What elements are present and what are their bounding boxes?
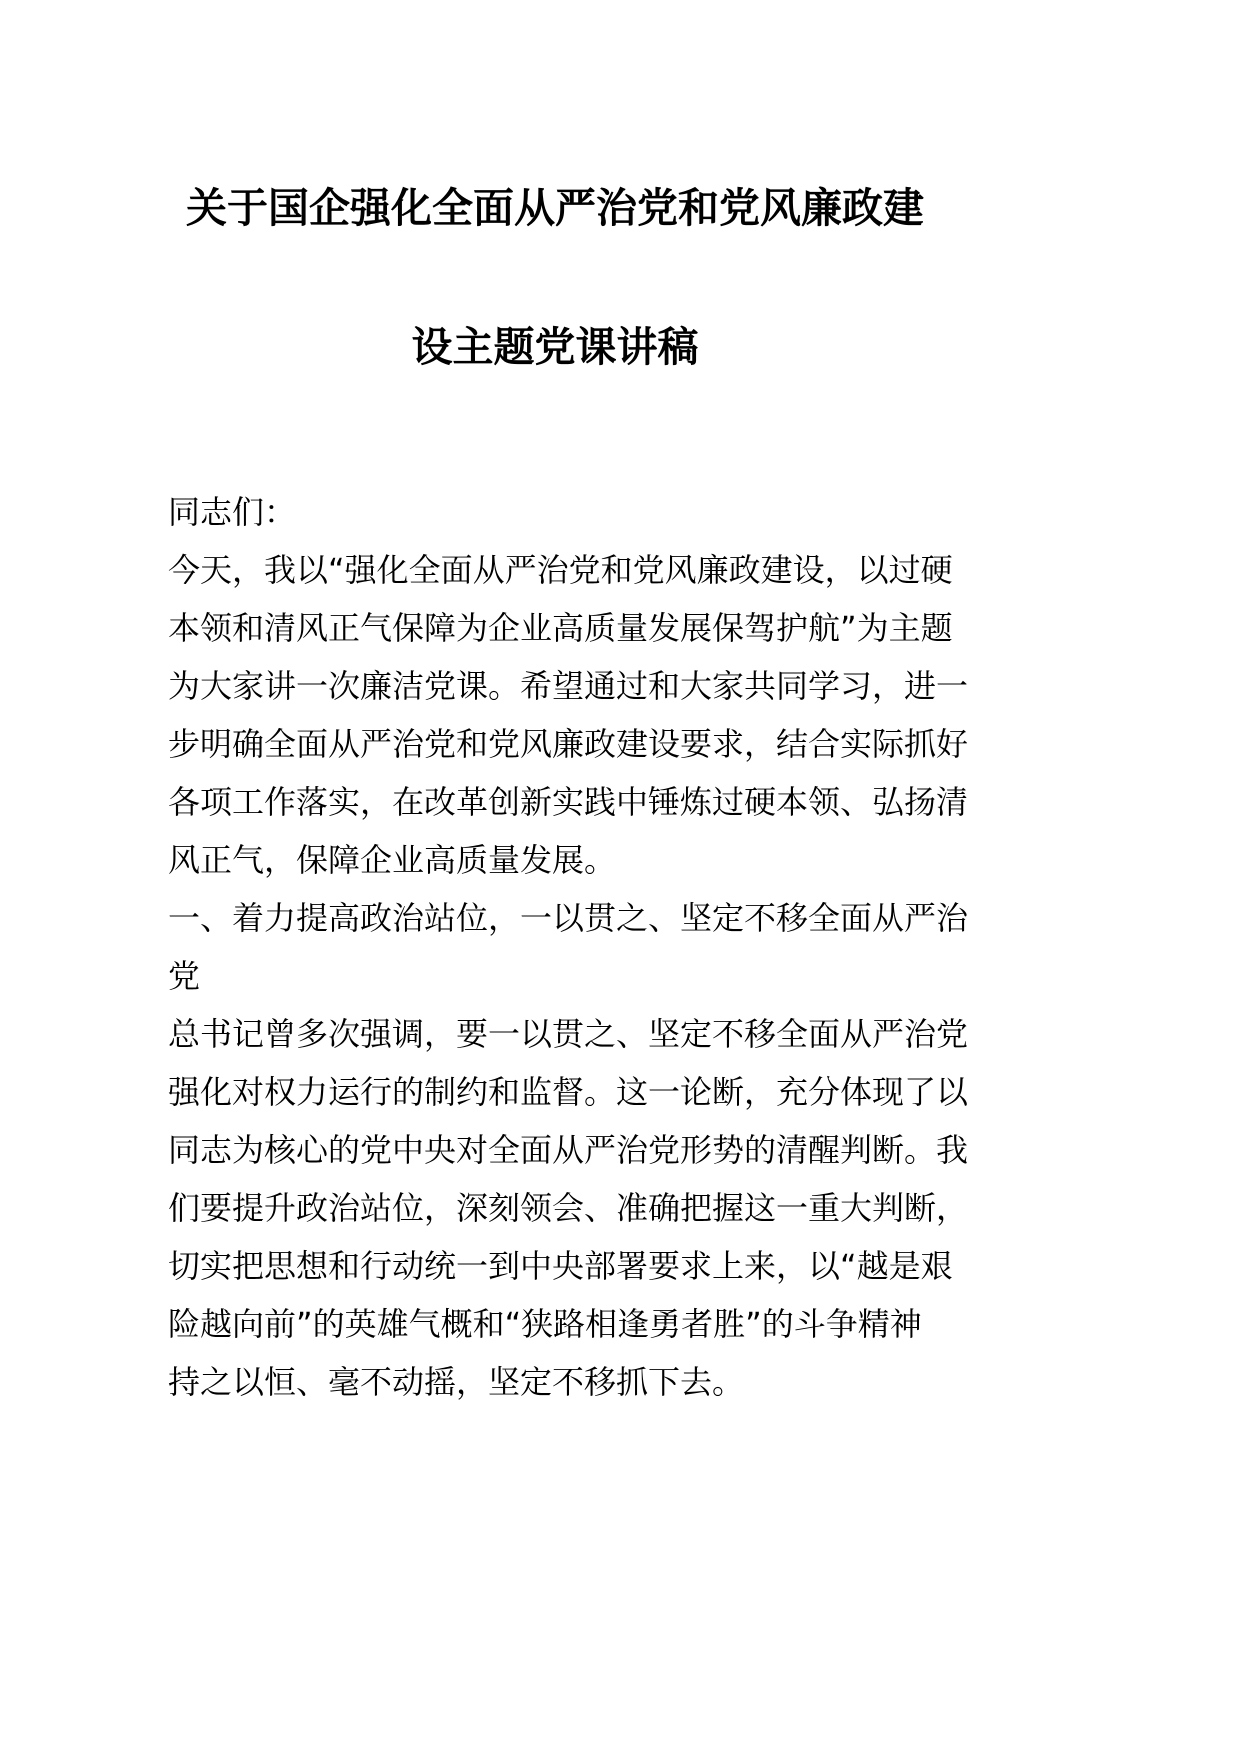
- body-line: 为大家讲一次廉洁党课。希望通过和大家共同学习，进一: [168, 667, 969, 705]
- document-title-line-1: 关于国企强化全面从严治党和党风廉政建: [186, 184, 924, 232]
- body-line: 各项工作落实，在改革创新实践中锤炼过硬本领、弘扬清: [168, 783, 969, 821]
- body-line: 今天，我以“强化全面从严治党和党风廉政建设，以过硬: [168, 551, 953, 589]
- salutation: 同志们：: [168, 493, 297, 531]
- document-title-line-2: 设主题党课讲稿: [411, 323, 699, 371]
- body-line: 持之以恒、毫不动摇，坚定不移抓下去。: [168, 1363, 745, 1401]
- section-heading-line: 一、着力提高政治站位，一以贯之、坚定不移全面从严治: [168, 899, 969, 937]
- body-line: 总书记曾多次强调，要一以贯之、坚定不移全面从严治党: [168, 1015, 969, 1053]
- body-line: 同志为核心的党中央对全面从严治党形势的清醒判断。我: [168, 1131, 969, 1169]
- body-line: 步明确全面从严治党和党风廉政建设要求，结合实际抓好: [168, 725, 969, 763]
- body-line: 强化对权力运行的制约和监督。这一论断，充分体现了以: [168, 1073, 969, 1111]
- document-body: [168, 488, 969, 1416]
- body-line: 切实把思想和行动统一到中央部署要求上来，以“越是艰: [168, 1247, 953, 1285]
- body-line: 们要提升政治站位，深刻领会、准确把握这一重大判断，: [168, 1189, 969, 1227]
- body-line: 风正气，保障企业高质量发展。: [168, 841, 617, 879]
- body-line: 险越向前”的英雄气概和“狭路相逢勇者胜”的斗争精神: [168, 1305, 922, 1343]
- body-line: 本领和清风正气保障为企业高质量发展保驾护航”为主题: [168, 609, 953, 647]
- section-heading-line: 党: [168, 957, 201, 995]
